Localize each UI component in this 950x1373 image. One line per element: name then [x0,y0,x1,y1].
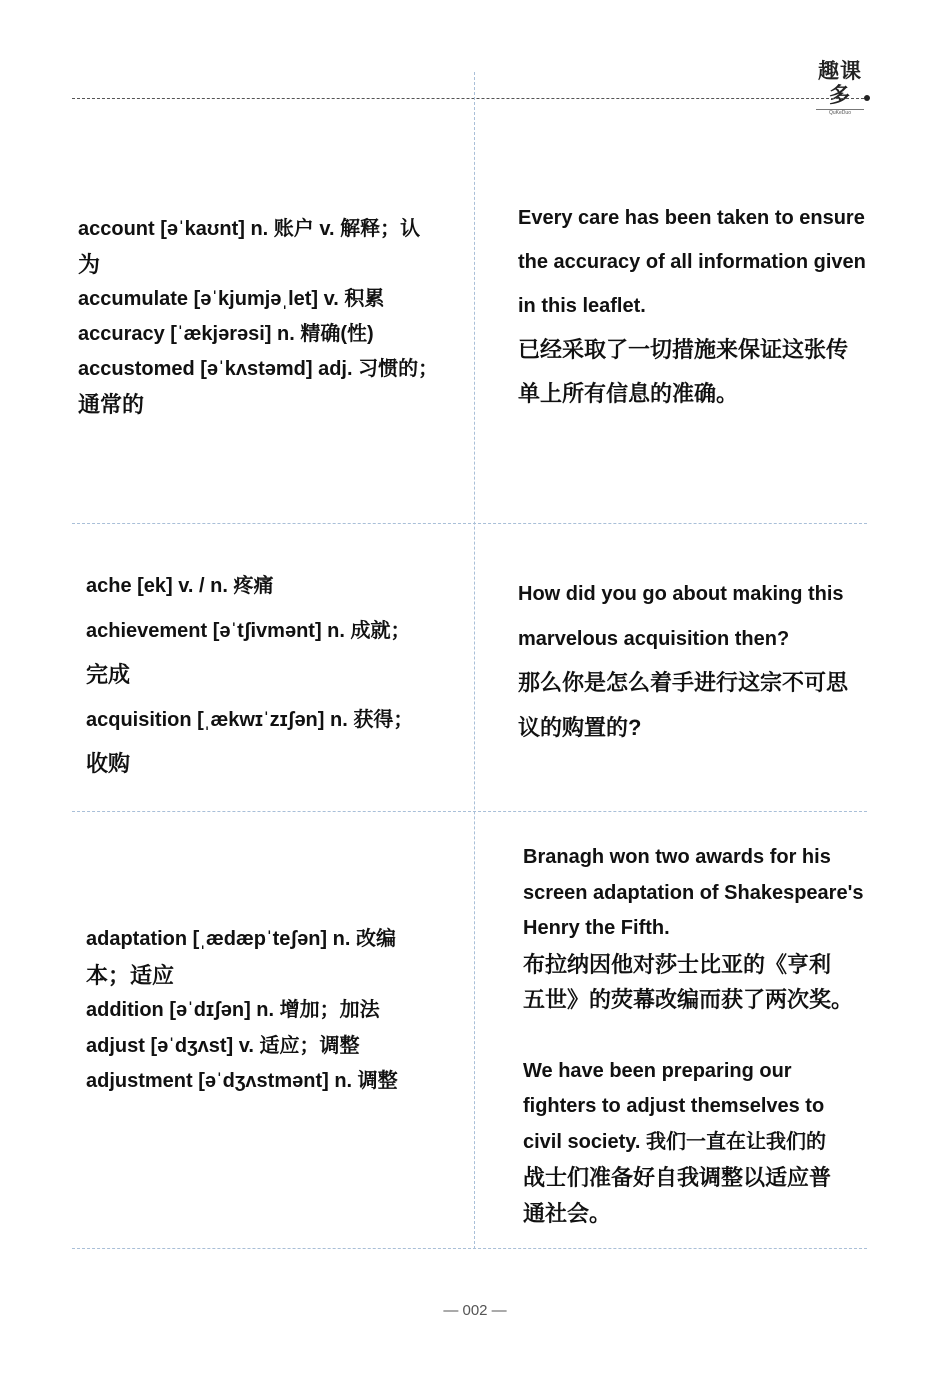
example-zh-line: 已经采取了一切措施来保证这张传 [518,337,849,362]
vocab-cell-2 [86,564,413,787]
vocab-line: account [əˈkaʊnt] n. 账户 v. 解释；认 [78,218,421,240]
example-mixed-line: civil society. 我们一直在让我们的 [523,1130,827,1153]
vocab-line: addition [əˈdɪʃən] n. 增加；加法 [86,999,380,1021]
vocab-line: accumulate [əˈkjumjəˌlet] v. 积累 [78,288,385,310]
brand-logo [808,60,872,116]
brand-logo-text: 趣课多 [818,60,862,107]
vocab-line: adjustment [əˈdʒʌstmənt] n. 调整 [86,1070,398,1092]
example-en-line: marvelous acquisition then? [518,627,790,650]
vocab-line: 完成 [86,662,131,687]
vocab-line: ache [ek] v. / n. 疼痛 [86,575,274,597]
example-cell-3 [523,840,895,1231]
example-cell-1 [518,196,890,416]
grid-row-divider-2 [72,811,867,812]
example-en-line: in this leaflet. [518,295,646,317]
vocab-line: achievement [əˈtʃivmənt] n. 成就； [86,619,411,642]
example-en-line: Branagh won two awards for his [523,846,831,868]
example-en-line: fighters to adjust themselves to [523,1095,825,1117]
example-zh-line: 单上所有信息的准确。 [518,381,739,406]
example-spacer [523,1018,895,1054]
example-en-line: How did you go about making this [518,583,844,605]
example-zh-line: 五世》的荧幕改编而获了两次奖。 [523,987,854,1012]
example-en-line: Every care has been taken to ensure [518,207,865,229]
vocab-cell-1 [78,212,438,422]
header-divider-dot [864,95,870,101]
vocab-line: accustomed [əˈkʌstəmd] adj. 习惯的； [78,358,439,380]
vocab-cell-3 [86,922,398,1100]
example-zh-line: 那么你是怎么着手进行这宗不可思 [518,670,849,695]
example-en-line: the accuracy of all information given [518,251,866,273]
vocab-line: 收购 [86,751,131,776]
vocab-line: adjust [əˈdʒʌst] v. 适应；调整 [86,1034,360,1057]
example-zh-line: 布拉纳因他对莎士比亚的《亨利 [523,951,832,977]
brand-logo-subtext: QuKeDuo [816,109,864,116]
grid-row-divider-3 [72,1248,867,1249]
vocab-line: 通常的 [78,392,145,417]
vocab-line: adaptation [ˌædæpˈteʃən] n. 改编 [86,928,396,950]
example-en-line: screen adaptation of Shakespeare's [523,881,864,904]
example-zh-line: 议的购置的? [518,714,642,740]
example-en-line: Henry the Fifth. [523,917,670,939]
vocab-line: accuracy [ˈækjərəsi] n. 精确(性) [78,323,374,345]
page-number: — 002 — [443,1302,507,1319]
vocab-line: acquisition [ˌækwɪˈzɪʃən] n. 获得； [86,708,414,731]
grid-vertical-divider [474,72,475,1249]
vocab-line: 本；适应 [86,962,175,988]
example-cell-2 [518,572,890,750]
example-zh-line: 通社会。 [523,1200,612,1226]
vocab-line: 为 [78,252,101,277]
example-zh-line: 战士们准备好自我调整以适应普 [523,1165,832,1190]
header-divider [72,98,864,99]
grid-row-divider-1 [72,523,867,524]
example-en-line: We have been preparing our [523,1059,792,1082]
